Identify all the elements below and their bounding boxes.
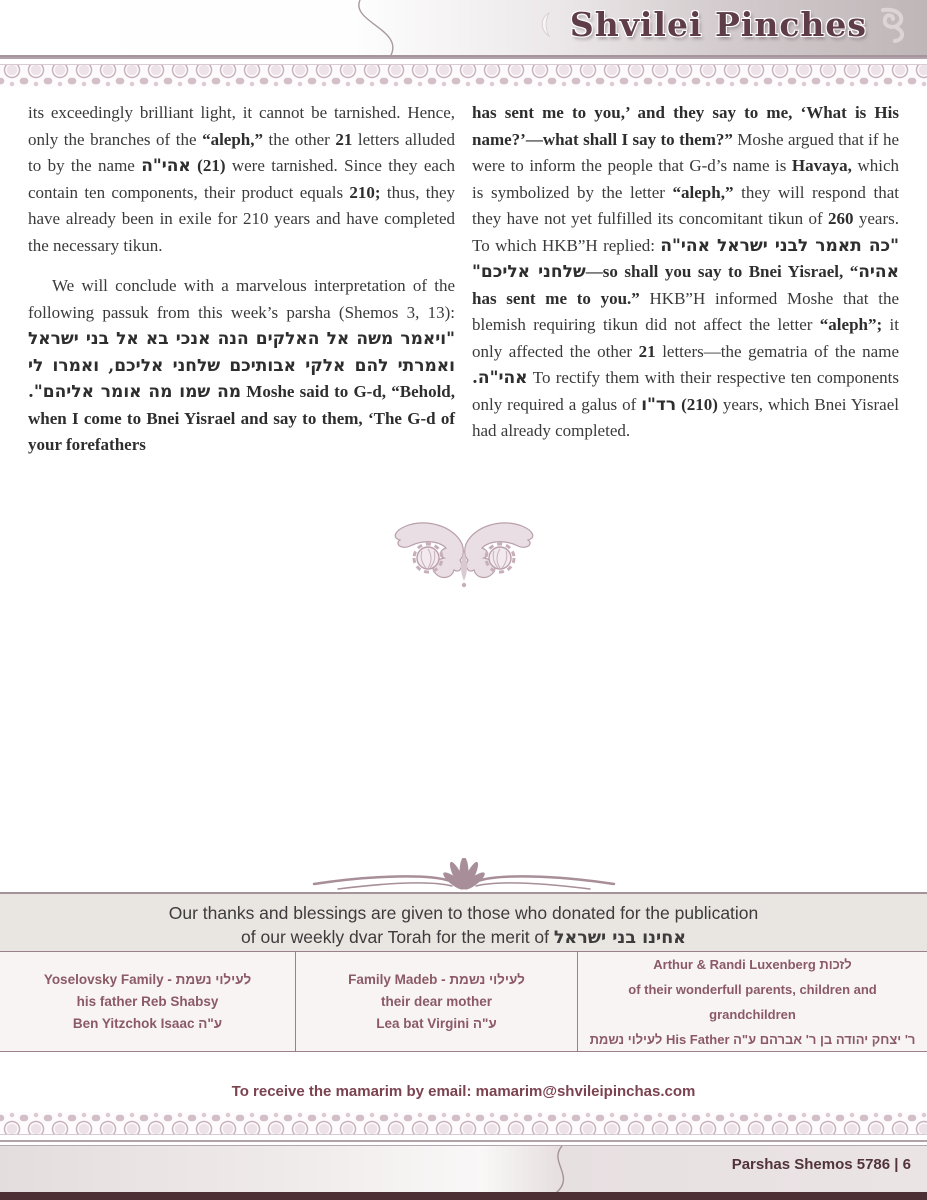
donor-line: Family Madeb - לעילוי נשמת [348, 971, 525, 987]
email-address-link[interactable]: mamarim@shvileipinchas.com [475, 1083, 696, 1100]
thanks-line-2 [0, 925, 927, 950]
title-flourish-right-icon [875, 6, 909, 44]
paragraph-left-1: its exceedingly brilliant light, it cannot be tarnished. Hence, only the branches of the “aleph,” the other 21 letters alluded to by the name אהי"ה (21) were tarnished. Since they each contain ten components, their product equals 210; thus, they have already been in exile for 210 years and have completed the necessary tikun. [28, 103, 456, 255]
bottom-accent-bar [0, 1192, 927, 1200]
donor-line: Yoselovsky Family - לעילוי נשמת [43, 971, 252, 987]
decorative-curve-top [338, 0, 418, 57]
donor-cell-yoselovsky [0, 952, 295, 1051]
donor-line: Lea bat Virgini ע"ה [376, 1015, 497, 1031]
donor-acknowledgments [0, 951, 927, 1052]
lace-border-bottom-icon [0, 1112, 927, 1142]
donor-line: their dear mother [380, 993, 493, 1009]
title-flourish-left-icon [536, 10, 562, 40]
donor-line: Ben Yitzchok Isaac ע"ה [72, 1015, 223, 1031]
page-number-label: Parshas Shemos 5786 | 6 [731, 1156, 911, 1173]
left-column [28, 100, 455, 459]
donor-line: לעילוי נשמת His Father ר' יצחק יהודה בן ר' אברהם ע"ה [589, 1031, 916, 1047]
email-subscription-line [0, 1078, 927, 1106]
thanks-line-2-text: of our weekly dvar Torah for the merit of [241, 927, 554, 947]
article-body [28, 100, 900, 459]
thanks-line-2-hebrew: אחינו בני ישראל [553, 928, 686, 948]
donor-line: of their wonderfull parents, children and grandchildren [628, 981, 877, 1022]
paragraph-left-2: We will conclude with a marvelous interpretation of the following passuk from this week’s parsha (Shemos 3, 13): "ויאמר משה אל האלקים הנה אנכי בא אל בני ישראל ואמרתי להם אלקי אבותיכם שלחני אליכם, ואמרו לי מה שמו מה אומר אליהם". Moshe said to G-d, “Behold, when I come to Bnei Yisrael and say to them, ‘The G-d of your forefathers [28, 276, 455, 455]
email-line-text: To receive the mamarim by email: [231, 1083, 476, 1100]
page-footer-band [0, 1145, 927, 1192]
paragraph-right-1: has sent me to you,’ and they say to me, ‘What is His name?’—what shall I say to them?” Moshe argued that if he were to inform the people that G-d’s name is Havaya, which is symbolized by the letter “aleph,” they will respond that they have not yet fulfilled its concomitant tikun of 260 years. To which HKB”H replied: "כה תאמר לבני ישראל אהי"ה שלחני אליכם"—so shall you say to Bnei Yisrael, “אהיה has sent me to you.” HKB”H informed Moshe that the blemish requiring tikun did not affect the letter “aleph”; it only affected the other 21 letters—the gematria of the name אהי"ה. To rectify them with their respective ten components only required a galus of רד"ו (210) years, which Bnei Yisrael had already completed. [472, 103, 900, 441]
decorative-curve-bottom [528, 1146, 598, 1193]
donor-line: his father Reb Shabsy [76, 993, 219, 1009]
acknowledgment-banner [0, 892, 927, 951]
publication-title: Shvilei Pinches [569, 5, 867, 44]
floral-divider-ornament-icon [0, 518, 927, 595]
lace-pattern [0, 64, 927, 87]
page-header [0, 0, 927, 57]
donor-cell-luxenberg [577, 952, 927, 1051]
lace-border-top-icon [0, 57, 927, 87]
right-column [472, 100, 899, 459]
donor-line: Arthur & Randi Luxenberg לזכות [653, 956, 852, 972]
thanks-line-1: Our thanks and blessings are given to those who donated for the publication [168, 903, 759, 923]
donor-cell-madeb [295, 952, 577, 1051]
lace-pattern [0, 1112, 927, 1135]
